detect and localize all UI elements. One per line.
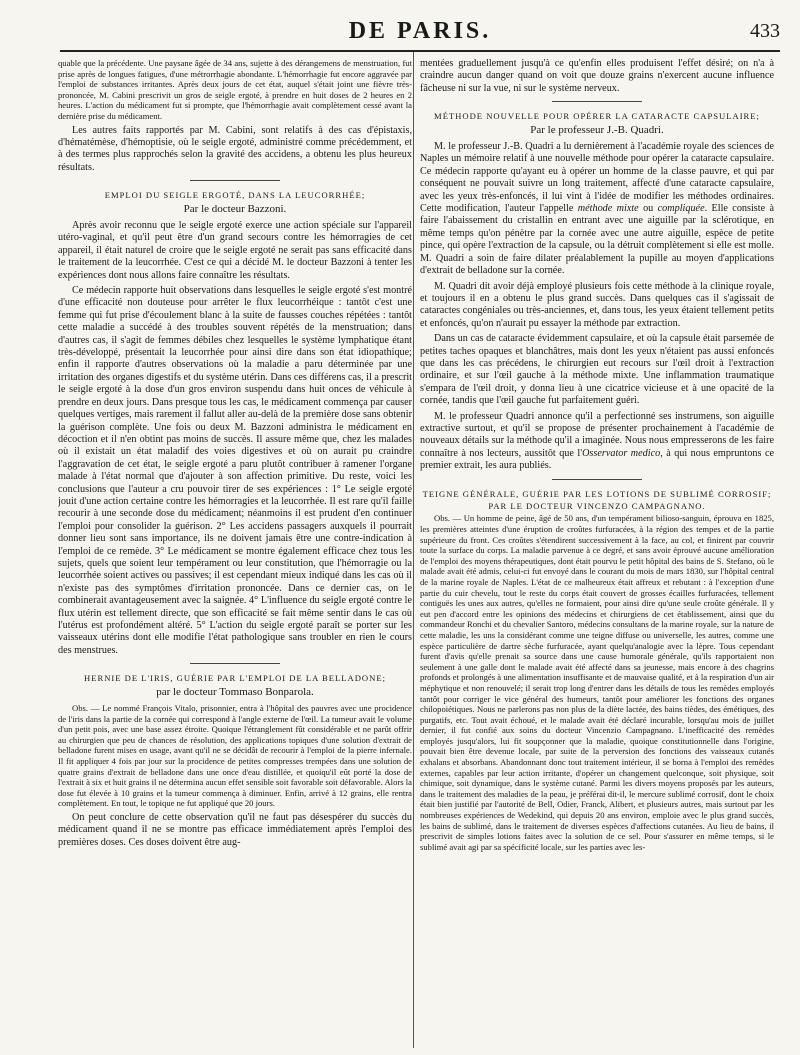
page-number: 433 [750,20,780,42]
section-separator [552,101,642,102]
section-author: par le docteur Tommaso Bonparola. [156,685,314,698]
right-column [420,58,774,1048]
column-divider [413,52,414,1048]
emphasis: Osservator medico [582,447,661,459]
header-rule [60,50,780,52]
section-separator [190,180,280,181]
running-head: DE PARIS. [348,18,492,44]
emphasis: compliquée [657,203,705,215]
section-title: HERNIE DE L'IRIS, GUÉRIE PAR L'EMPLOI DE LA BELLADONE; [84,673,386,684]
page-header [60,18,780,48]
paragraph: M. Quadri dit avoir déjà employé plusieurs fois cette méthode à la clinique royale, et toujours il en a obtenu le plus grand succès. Dans quelques cas il s'agissait de cataractes congéniales ou très-anciennes, et, dans tous, les yeux étaient tellement petits et enfoncés, qu'on n'aurait pu essayer la méthode par extraction. [420,280,774,329]
section-title: EMPLOI DU SEIGLE ERGOTÉ, DANS LA LEUCORRHÉE; [104,190,366,201]
paragraph: Dans un cas de cataracte évidemment capsulaire, et où la capsule était parsemée de petites taches opaques et blanchâtres, mais dont les yeux n'étaient pas aussi enfoncés que dans les cas précédens, le chirurgien eut recours sur l'œil droit à l'extraction ordinaire, et sur l'œil gauche à la méthode mixte. Une inflammation traumatique s'empara de l'œil droit, y donna lieu à une cicatrice vicieuse et à une opacité de la cornée, tandis que l'œil gauche fut parfaitement guéri. [420,333,774,407]
text-run: ou [638,203,658,215]
emphasis: méthode mixte [577,203,639,215]
paragraph [420,411,774,473]
section-separator [190,663,280,664]
text-run: . Elle consiste à faire l'abaissement du cristallin en entrant avec une aiguille par la sclérotique, en même temps qu'on pénètre par la cornée avec une autre aiguille, espèce de petite pince, qui opère l'extraction de la capsule, ou la détruit complètement si elle est molle. M. Quadri a soin de faire dilater préalablement la pupille au moyen d'applications d'extrait de belladone sur la cornée. [420,203,774,277]
paragraph: Ce médecin rapporte huit observations dans lesquelles le seigle ergoté s'est montré d'une efficacité non douteuse pour arrêter le flux leucorrhéique : tantôt c'est une femme qui fut prise d'écoulement blanc à la suite de fausses couches répétées : tantôt cette maladie a succédé à des troubles souvent répétés de la menstruation; dans d'autres cas, il s'agit de femmes débiles chez lesquelles le système lymphatique étant très-développé, présentait la leucorrhée pour ainsi dire dans son état idiopathique; enfin il rapporte d'autres observations où la maladie a paru déterminée par une irritation des organes digestifs et du système utérin. Dans ces différens cas, il a prescrit le seigle ergoté à la dose d'un gros environ suspendu dans huit onces de véhicule à prendre en deux jours. Dans presque tous les cas, le médicament commença par causer quelques vertiges, mais rarement il fallut aller au-delà de la première dose sans obtenir la guérison complète. Une fois ou deux M. Bazzoni administra le médicament en décoction et il n'en obtint pas moins de succès. Il assure même que, chez les malades où il existait un état maladif des voies digestives et où on aurait pu craindre l'aggravation de cet état, le seigle ergoté a paru plutôt contribuer à ramener l'organe malade à l'état normal que d'ajouter à son affection primitive. Du reste, voici les conclusions que l'auteur a cru pouvoir tirer de ses expériences : 1° Le seigle ergoté jouit d'une action certaine contre les hémorragies et la leucorrhée. Il est rare qu'il faille recourir à une seconde dose du médicament; néanmoins il est prudent d'en continuer l'emploi pour consolider la guérison. 2° Les accidens passagers auxquels il pourrait donner lieu sont sans importance, ils ne doivent jamais être une contre-indication à l'emploi de ce remède. 3° Le médicament se montre également efficace chez tous les sujets, quels que soient leur tempérament ou leur constitution, que l'hémorragie ou la leucorrhée soient actives ou passives; il est cependant mieux indiqué dans les cas où il n'existe pas des symptômes d'irritation prononcée. Dans ce dernier cas, on le combinerait avantageusement avec la saignée. 4° L'influence du seigle ergoté contre le flux utérin est tellement directe, que son efficacité se fait même sentir dans le cas où l'utérus est profondément altéré. 5° L'action du seigle ergoté paraît se porter sur les vaisseaux utérins dont elle modifie l'état pathologique sans troubler en rien le cours des menstrues. [58,285,412,656]
paragraph: Obs. — Un homme de peine, âgé de 50 ans, d'un tempérament bilioso-sanguin, éprouva en 1825, les premières atteintes d'une éruption de croûtes furfuracées, à la région des tempes et de la partie supérieure du front. Ces croûtes s'étendirent successivement à la face, au col, et finirent par couvrir toute la surface du corps. La maladie parvenue à ce degré, et sans avoir éprouvé aucune amélioration de l'emploi des moyens thérapeutiques, dont était pourvu le petit hôpital des bains de S. Stefano, où le malade avait été admis, celui-ci fut envoyé dans le courant du mois de mars 1830, sur l'hôpital central de la marine royale de Naples. L'état de ce malheureux était affreux et rebutant : à l'exception d'une partie du cuir chevelu, tout le reste du corps était couvert de grosses écailles furfuracées, tellement contiguës les unes aux autres, qu'elles ne formaient, pour ainsi dire qu'une seule croûte générale. Il y eut pen d'accord entre les opinions des médecins et chirurgiens de cet établissement, ainsi que du commandeur Ronchi et du chevalier Santoro, médecins consultans de la marine royale, sur la nature de cette maladie, les uns la considérant comme une teigne diffuse ou universelle, les autres, comme une espèce particulière de dartre sèche furfuracée, ayant quelqu'analogie avec la lèpre. Tous cependant furent d'avis qu'elle prenait sa source dans une cause humorale générale, qu'ils rapportaient non seulement à une galle dont le malade avait été affecté dans sa jeunesse, mais encore à des chagrins profonds et prolongés à une alimentation insuffisante et de mauvaise qualité, et à la respiration d'un air méphytique et non renouvelé; il serait trop long d'entrer dans les détails de tous les remèdes employés tantôt pour corriger le vice général des humeurs, tantôt pour améliorer les fonctions des organes chilopoiétiques. Nous ne parlerons pas non plus de la diète lactée, des bains tièdes, des émétiques, des purgatifs, etc. Tout avait échoué, et le malade avait été déclaré incurable, lorsqu'au mois de juillet dernier, il fut confié aux soins du docteur Vincenzio Campagnano. L'inefficacité des remèdes employés jusqu'alors, lui fit soupçonner que la maladie, quoique constitutionnelle dans l'origine, pouvait bien être devenue locale, par suite de la perversion des fonctions des vaisseaux cutanés exhalans et absorbans. Abandonnant donc tout traitement intérieur, il se borna à l'emploi des remèdes externes, capables par leur action irritante, d'opérer un changement quelconque, soit physique, soit chimique, soit dynamique, dans le système cutané. Parmi les divers moyens proposés par les auteurs, dans le traitement des maladies de la peau, je préférai dit-il, le mercure sublimé corrosif, dont le choix était bien justifié par l'autorité de Bell, Odier, Franck, Alibert, et plusieurs autres, mais surtout par les nombreuses expériences de Wedekind, qui depuis 20 ans environ, emploie avec le plus grand succès, les bains de sublimé, dans le traitement de diverses espèces d'affections cutanées. Au lieu de bains, il prescrivit de simples lotions faites avec la solution de ce sel. Pour s'assurer en même temps, si le sublimé avait agi par sa spécificité locale, sur les parties avec les- [420,513,774,852]
left-column [58,58,412,1048]
section-separator [552,479,642,480]
section-author: Par le docteur Bazzoni. [183,202,287,215]
text-run: M. le professeur Quadri annonce qu'il a perfectionné ses instrumens, son aiguille extractive surtout, et qu'il se propose de présenter prochainement à l'académie de nouveaux détails sur la méthode qu'il a imaginée. Nous nous empresserons de les faire connaître à nos lecteurs, aussitôt que l' [420,410,774,459]
text-run: M. le professeur J.-B. Quadri a lu dernièrement à l'académie royale des sciences de Naples un mémoire relatif à une nouvelle méthode pour opérer la cataracte capsulaire. Ce médecin rapporte qu'ayant eu à opérer un homme de la classe pauvre, et qui par conséquent ne pouvait suivre un long traitement, affecté d'une cataracte capsulaire, avec les yeux très-enfoncés, il lui vint à l'idée de modifier les méthodes ordinaires. Cette modification, l'auteur l'appelle [420,141,774,215]
section-title: TEIGNE GÉNÉRALE, GUÉRIE PAR LES LOTIONS DE SUBLIMÉ CORROSIF; PAR LE DOCTEUR VINCENZO CAMPAGNANO. [422,488,772,511]
paragraph: Obs. — Le nommé François Vitalo, prisonnier, entra à l'hôpital des pauvres avec une procidence de l'iris dans la partie de la cornée qui correspond à l'angle externe de l'œil. La tumeur avait le volume d'un petit pois, avec une base assez étroite. Quoique l'étranglement fût considérable et ne parût offrir au chirurgien que peu de chances de résolution, des applications topiques d'une solution d'extrait de belladone furent mises en usage, avant qu'il ne se décidât de recourir à l'emploi de la pierre infernale. Il fit appliquer 4 fois par jour sur la procidence de petites compresses trempées dans une solution de quatre grains d'extrait de belladone dans une once d'eau distillée, et quoiqu'il eût porté la dose de l'extrait à six et huit grains il ne détermina aucun effet sensible soit favorable soit défavorable. Alors la dose fut élevée à 10 grains et la tumeur commença à diminuer. Enfin, arrivé à 12 grains, elle rentra complètement. En tout, le topique ne fut appliqué que 20 jours. [58,703,412,809]
section-title: MÉTHODE NOUVELLE POUR OPÉRER LA CATARACTE CAPSULAIRE; [434,111,760,122]
paragraph: Les autres faits rapportés par M. Cabini, sont relatifs à des cas d'épistaxis, d'hématémèse, d'hémoptisie, où le seigle ergoté, administré comme précédemment, et à des termes plus rapprochés selon la gravité des accidens, a obtenu les plus heureux résultats. [58,124,412,173]
paragraph: mentées graduellement jusqu'à ce qu'enfin elles produisent l'effet désiré; on n'a à craindre aucun danger quand on voit que douze grains n'exercent aucune influence fâcheuse ni sur la vue, ni sur le système nerveux. [420,58,774,94]
paragraph: quable que la précédente. Une paysane âgée de 34 ans, sujette à des dérangemens de menstruation, fut prise après de longues fatigues, d'une métrorrhagie abondante. L'hémorrhagie fut encore aggravée par l'emploi de substances irritantes. Après deux jours de cet état, auquel s'était joint une fièvre très-prononcée, M. Cabini prescrivit un gros de seigle ergoté, à prendre en huit doses de 2 heures en 2 heures. L'action du médicament fut si prompte, que l'hémorrhagie avait complètement cessé avant la dernière prise du médicament. [58,58,412,121]
paragraph: Après avoir reconnu que le seigle ergoté exerce une action spéciale sur l'appareil utéro-vaginal, et qu'il peut être d'un grand secours contre les hémorragies de cet appareil, il était naturel de croire que le seigle ergoté ne serait pas sans efficacité dans le traitement de la leucorrhée. C'est ce qui a décidé M. le docteur Bazzoni à tenter les expériences dont nous allons faire connaître les résultats. [58,220,412,281]
paragraph: On peut conclure de cette observation qu'il ne faut pas désespérer du succès du médicament quand il ne se montre pas efficace immédiatement après l'emploi des premières doses. Ces doses doivent être aug- [58,811,412,848]
section-author: Par le professeur J.-B. Quadri. [530,123,664,136]
paragraph [420,141,774,277]
text-run: , à qui nous empruntons ce premier extrait, les aura publiés. [420,447,774,472]
